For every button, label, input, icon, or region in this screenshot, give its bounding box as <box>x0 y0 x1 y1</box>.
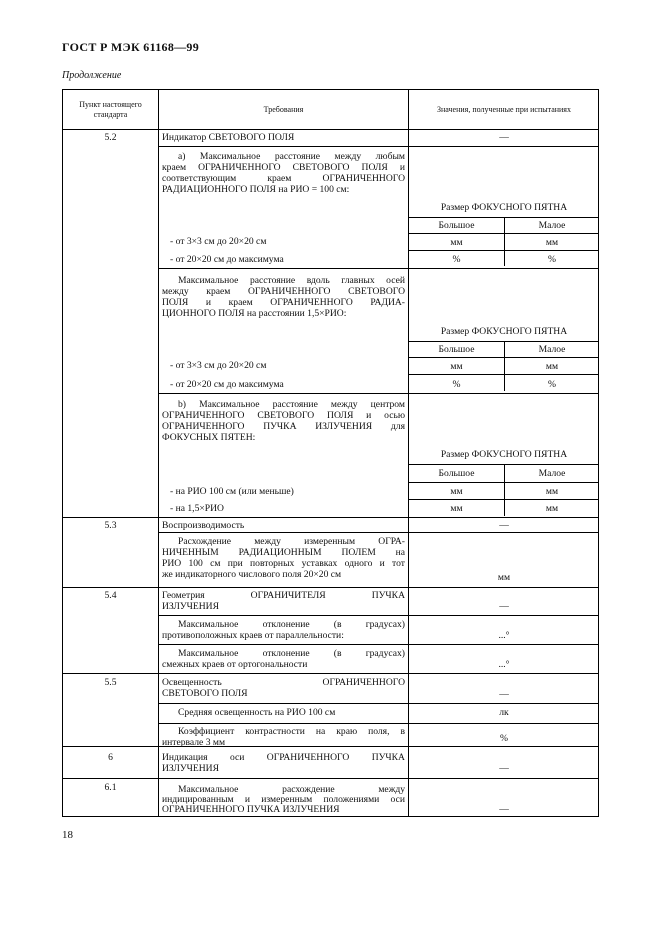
requirement-text: соответствующим краем ОГРАНИЧЕННОГО <box>162 173 405 184</box>
requirement-text: ОГРАНИЧЕННОГО ПУЧКА ИЗЛУЧЕНИЯ <box>162 804 340 815</box>
requirement-text: Коэффициент контрастности на краю поля, в <box>178 726 405 737</box>
range-item: - от 20×20 см до максимума <box>170 254 284 265</box>
requirement-text: Максимальное отклонение (в градусах) <box>178 619 405 630</box>
sub-separator <box>158 146 599 147</box>
value-unit: мм <box>545 486 559 497</box>
requirement-text: между краем ОГРАНИЧЕННОГО СВЕТОВОГО <box>162 286 405 297</box>
small-label: Малое <box>538 344 566 355</box>
small-label: Малое <box>538 220 566 231</box>
requirement-title: ИЗЛУЧЕНИЯ <box>162 763 219 774</box>
range-item: - на РИО 100 см (или меньше) <box>170 486 294 497</box>
row-separator <box>63 517 599 518</box>
value-separator <box>408 499 599 500</box>
requirement-text: интервале 3 мм <box>162 737 226 748</box>
clause-number: 6 <box>108 752 113 763</box>
value-dash: — <box>499 601 509 612</box>
value-unit: % <box>452 379 461 390</box>
value-dash: — <box>499 763 509 774</box>
column-divider <box>158 90 159 817</box>
sub-separator <box>158 532 599 533</box>
value-unit: мм <box>450 237 463 248</box>
value-unit: мм <box>545 237 559 248</box>
requirements-table <box>62 89 599 817</box>
value-degrees: ...° <box>498 630 510 641</box>
requirement-text: РАДИАЦИОННОГО ПОЛЯ на РИО = 100 см: <box>162 184 350 195</box>
header-values: Значения, полученные при испытаниях <box>436 105 571 114</box>
value-unit: мм <box>545 361 559 372</box>
range-item: - от 3×3 см до 20×20 см <box>170 360 267 371</box>
focal-size-label: Размер ФОКУСНОГО ПЯТНА <box>440 326 568 337</box>
clause-number: 5.2 <box>104 132 117 143</box>
value-unit: % <box>548 254 556 265</box>
value-unit: % <box>500 733 508 744</box>
header-clause: Пункт настоящего стандарта <box>79 100 142 119</box>
requirement-text: Расхождение между измеренным ОГРА- <box>178 536 405 547</box>
document-header: ГОСТ Р МЭК 61168—99 <box>62 40 200 54</box>
range-item: - на 1,5×РИО <box>170 503 224 514</box>
value-unit: мм <box>497 572 511 583</box>
value-unit: мм <box>450 503 463 514</box>
value-separator <box>408 233 599 234</box>
value-dash: — <box>499 689 509 700</box>
requirement-text: противоположных краев от параллельности: <box>162 630 344 641</box>
header-requirements: Требования <box>263 105 304 114</box>
requirement-title: Индикация оси ОГРАНИЧЕННОГО ПУЧКА <box>162 752 405 763</box>
value-separator <box>408 482 599 483</box>
clause-number: 5.4 <box>104 590 117 601</box>
requirement-text: смежных краев от ортогональности <box>162 659 308 670</box>
large-label: Большое <box>438 344 475 355</box>
requirement-title: Геометрия ОГРАНИЧИТЕЛЯ ПУЧКА <box>162 590 405 601</box>
value-degrees: ...° <box>498 659 510 670</box>
sub-separator <box>158 723 599 724</box>
range-item: - от 3×3 см до 20×20 см <box>170 236 267 247</box>
requirement-text: Максимальное отклонение (в градусах) <box>178 648 405 659</box>
requirement-text: ФОКУСНЫХ ПЯТЕН: <box>162 432 256 443</box>
value-dash: — <box>499 520 509 531</box>
value-separator <box>408 341 599 342</box>
requirement-text: ЦИОННОГО ПОЛЯ на расстоянии 1,5×РИО: <box>162 308 347 319</box>
requirement-text: ОГРАНИЧЕННОГО ПУЧКА ИЗЛУЧЕНИЯ для <box>162 421 405 432</box>
requirement-text: b) Максимальное расстояние между центром <box>178 399 405 410</box>
requirement-text: краем ОГРАНИЧЕННОГО СВЕТОВОГО ПОЛЯ и <box>162 162 405 173</box>
clause-number: 6.1 <box>104 782 117 793</box>
requirement-title: Освещенность ОГРАНИЧЕННОГО <box>162 677 405 688</box>
continuation-label: Продолжение <box>62 70 122 81</box>
value-separator <box>408 374 599 375</box>
value-separator <box>408 250 599 251</box>
clause-number: 5.3 <box>104 520 117 531</box>
value-unit: мм <box>545 503 559 514</box>
value-separator <box>408 217 599 218</box>
value-unit: % <box>452 254 461 265</box>
requirement-text: РИО 100 см при повторных уставках одного и тот <box>162 558 405 569</box>
range-item: - от 20×20 см до максимума <box>170 379 284 390</box>
row-separator <box>63 129 599 130</box>
requirement-text: же индикаторного числового поля 20×20 см <box>162 569 342 580</box>
small-label: Малое <box>538 468 566 479</box>
requirement-title: Индикатор СВЕТОВОГО ПОЛЯ <box>162 132 295 143</box>
focal-size-label: Размер ФОКУСНОГО ПЯТНА <box>440 449 568 460</box>
value-unit: мм <box>450 486 463 497</box>
clause-number: 5.5 <box>104 677 117 688</box>
sub-separator <box>158 268 599 269</box>
value-unit: % <box>548 379 556 390</box>
requirement-text: Максимальное расхождение между <box>178 784 405 795</box>
large-label: Большое <box>438 220 475 231</box>
value-dash: — <box>499 804 509 815</box>
requirement-title: ИЗЛУЧЕНИЯ <box>162 601 219 612</box>
sub-separator <box>158 615 599 616</box>
value-unit: мм <box>450 361 463 372</box>
sub-separator <box>158 703 599 704</box>
sub-separator <box>158 393 599 394</box>
value-dash: — <box>499 132 509 143</box>
requirement-title: СВЕТОВОГО ПОЛЯ <box>162 688 248 699</box>
requirement-title: Воспроизводимость <box>162 520 245 531</box>
requirement-text: индицированным и измеренным положениями оси <box>162 794 405 805</box>
value-separator <box>408 464 599 465</box>
page-number: 18 <box>62 829 73 841</box>
row-separator <box>63 587 599 588</box>
requirement-text: ПОЛЯ и краем ОГРАНИЧЕННОГО РАДИА- <box>162 297 405 308</box>
row-separator <box>63 673 599 674</box>
value-unit: лк <box>499 707 509 718</box>
row-separator <box>63 778 599 779</box>
focal-size-label: Размер ФОКУСНОГО ПЯТНА <box>440 202 568 213</box>
requirement-text: а) Максимальное расстояние между любым <box>178 151 405 162</box>
value-separator <box>408 357 599 358</box>
requirement-text: ОГРАНИЧЕННОГО СВЕТОВОГО ПОЛЯ и осью <box>162 410 405 421</box>
requirement-text: НИЧЕННЫМ РАДИАЦИОННЫМ ПОЛЕМ на <box>162 547 405 558</box>
sub-separator <box>158 644 599 645</box>
row-separator <box>63 746 599 747</box>
requirement-text: Средняя освещенность на РИО 100 см <box>178 707 336 718</box>
large-label: Большое <box>438 468 475 479</box>
requirement-text: Максимальное расстояние вдоль главных осей <box>178 275 405 286</box>
